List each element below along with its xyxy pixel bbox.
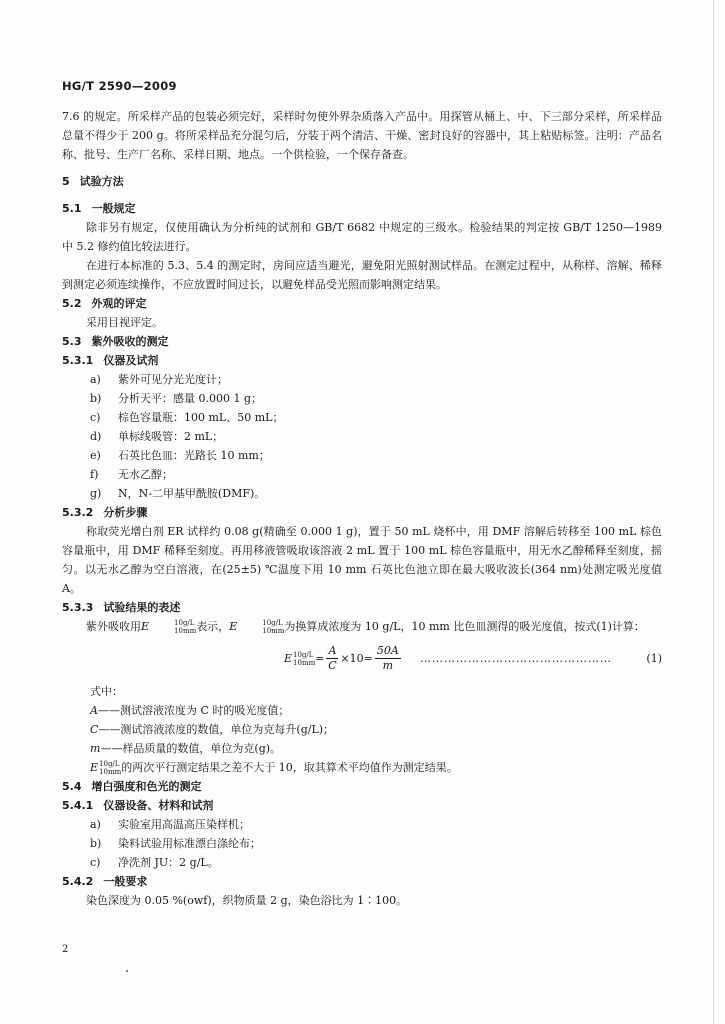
text-run: 的两次平行测定结果之差不大于 10，取其算术平均值作为测定结果。: [121, 761, 458, 774]
standard-number: HG/T 2590—2009: [62, 79, 177, 93]
section-title: 一般要求: [103, 875, 148, 888]
section-5-3-3-heading: [62, 598, 662, 617]
list-marker: a): [90, 373, 101, 386]
list-text: 实验室用高温高压染样机；: [118, 818, 250, 831]
paragraph: [62, 617, 662, 636]
list-marker: d): [90, 430, 102, 443]
subscript: 10mm: [293, 658, 316, 667]
section-title: 外观的评定: [91, 297, 147, 310]
fraction-50a-over-m: [375, 644, 401, 673]
intro-paragraph: 7.6 的规定。所采样产品的包装必须完好，采样时勿使外界杂质落入产品中。用探管从桶上、中、下三部分采样，所采样品总量不得少于 200 g。将所采样品充分混匀后，分装于两个清洁、干燥、密封良好的容器中，其上粘贴标签。注明：产品名称、批号、生产厂名称、采样日期、地点。一个供检验，一个保存备查。: [62, 110, 662, 161]
symbol-scripts: [99, 760, 121, 776]
section-title: 仪器设备、材料和试剂: [103, 799, 214, 812]
symbol-text: ——样品质量的数值，单位为克(g)。: [100, 742, 282, 755]
symbol-scripts: [150, 619, 196, 635]
subscript: 10mm: [99, 768, 122, 776]
list-item: [62, 484, 662, 503]
list-marker: e): [90, 449, 101, 462]
section-title: 试验方法: [79, 175, 124, 188]
section-number: 5.1: [62, 202, 82, 215]
symbol: A: [90, 704, 98, 717]
superscript: 10g/L: [293, 650, 314, 659]
numerator: 50A: [376, 644, 399, 657]
symbol-scripts: [293, 651, 315, 667]
list-text: 紫外可见分光光度计；: [118, 373, 228, 386]
equation-number: (1): [646, 652, 662, 665]
list-marker: b): [90, 837, 102, 850]
superscript: 10g/L: [174, 619, 195, 627]
symbol-definition: [62, 701, 662, 720]
symbol: m: [90, 742, 101, 755]
page-number: 2: [62, 944, 69, 955]
list-item: [62, 853, 662, 872]
list-item: [62, 370, 662, 389]
list-item: [62, 465, 662, 484]
list-marker: c): [90, 411, 101, 424]
list-text: 石英比色皿：光路长 10 mm；: [118, 449, 270, 462]
section-number: 5: [62, 175, 70, 188]
section-5-heading: [62, 172, 662, 191]
subscript: 10mm: [174, 627, 197, 635]
list-text: N，N-二甲基甲酰胺(DMF)。: [118, 487, 266, 500]
denominator: C: [328, 659, 337, 672]
text-run: 表示，: [196, 620, 230, 633]
numerator: A: [328, 644, 337, 657]
symbol-E: E: [284, 652, 293, 665]
list-marker: b): [90, 392, 102, 405]
leader-dots: …………………………………………: [420, 652, 612, 665]
instrument-list: [62, 370, 662, 503]
list-item: [62, 446, 662, 465]
paragraph: [62, 758, 662, 777]
text-run: 紫外吸收用: [86, 620, 141, 633]
section-5-4-2-heading: [62, 872, 662, 891]
list-marker: c): [90, 856, 101, 869]
superscript: 10g/L: [99, 760, 120, 768]
list-text: 无水乙醇；: [118, 468, 173, 481]
section-title: 分析步骤: [103, 506, 148, 519]
section-title: 试验结果的表述: [103, 601, 181, 614]
section-5-3-2-heading: [62, 503, 662, 522]
section-title: 紫外吸收的测定: [91, 335, 169, 348]
formula-expression: [284, 644, 403, 673]
list-item: [62, 834, 662, 853]
section-number: 5.4.1: [62, 799, 94, 812]
section-5-3-heading: [62, 332, 662, 351]
section-5-2-heading: [62, 294, 662, 313]
superscript: 10g/L: [262, 619, 283, 627]
scan-edge-line: [713, 0, 714, 1024]
symbol-E: E: [229, 620, 238, 633]
list-text: 染料试验用标准漂白涤纶布；: [118, 837, 261, 850]
list-marker: a): [90, 818, 101, 831]
subscript: 10mm: [262, 627, 285, 635]
list-item: [62, 427, 662, 446]
paragraph: 采用目视评定。: [86, 316, 163, 329]
symbol-E: E: [90, 761, 99, 774]
symbol-text: ——测试溶液浓度为 C 时的吸光度值；: [97, 704, 290, 717]
section-number: 5.3: [62, 335, 82, 348]
list-item: [62, 408, 662, 427]
fraction-a-over-c: [326, 644, 338, 673]
paragraph: 染色深度为 0.05 %(owf)，织物质量 2 g，染色浴比为 1∶100。: [86, 894, 408, 907]
list-text: 棕色容量瓶：100 mL、50 mL；: [118, 411, 284, 424]
equals-sign: =: [315, 652, 325, 665]
section-number: 5.3.1: [62, 354, 94, 367]
text-run: 为换算成浓度为 10 g/L，10 mm 比色皿测得的吸光度值，按式(1)计算：: [284, 620, 645, 633]
document-body: [62, 107, 662, 910]
symbol-scripts: [238, 619, 284, 635]
section-number: 5.4: [62, 780, 82, 793]
list-marker: g): [90, 487, 102, 500]
section-number: 5.4.2: [62, 875, 94, 888]
list-marker: f): [90, 468, 99, 481]
list-text: 单标线吸管：2 mL；: [118, 430, 224, 443]
symbol-definition: [62, 720, 662, 739]
where-label: 式中：: [90, 685, 123, 698]
section-number: 5.2: [62, 297, 82, 310]
times-ten: ×10=: [340, 652, 373, 665]
section-5-4-1-heading: [62, 796, 662, 815]
denominator: m: [382, 659, 394, 672]
symbol-E: E: [141, 620, 150, 633]
scan-speck: [126, 970, 128, 972]
section-title: 仪器及试剂: [103, 354, 159, 367]
section-number: 5.3.2: [62, 506, 94, 519]
list-text: 分析天平：感量 0.000 1 g；: [118, 392, 263, 405]
paragraph: 除非另有规定，仅使用确认为分析纯的试剂和 GB/T 6682 中规定的三级水。检验结果的判定按 GB/T 1250—1989 中 5.2 修约值比较法进行。: [62, 221, 662, 253]
list-item: [62, 389, 662, 408]
section-title: 增白强度和色光的测定: [91, 780, 202, 793]
symbol-definition: [62, 739, 662, 758]
section-title: 一般规定: [91, 202, 136, 215]
equipment-list: [62, 815, 662, 872]
formula-1: [62, 638, 662, 680]
section-5-4-heading: [62, 777, 662, 796]
list-item: [62, 815, 662, 834]
section-5-3-1-heading: [62, 351, 662, 370]
section-number: 5.3.3: [62, 601, 94, 614]
list-text: 净洗剂 JU：2 g/L。: [118, 856, 219, 869]
paragraph: 称取荧光增白剂 ER 试样约 0.08 g(精确至 0.000 1 g)，置于 50 mL 烧杯中，用 DMF 溶解后转移至 100 mL 棕色容量瓶中，用 DMF 稀释至刻度。再用移液管吸取该溶液 2 mL 置于 100 mL 棕色容量瓶中，用无水乙醇稀释至刻度，摇匀。以无水乙醇为空白溶液，在(25±5) ℃温度下用 10 mm 石英比色池立即在最大吸收波长(364 nm)处测定吸光度值 A。: [62, 525, 662, 595]
paragraph: 在进行本标准的 5.3、5.4 的测定时，房间应适当避光，避免阳光照射测试样品。在测定过程中，从称样、溶解、稀释到测定必须连续操作，不应放置时间过长，以避免样品受光照而影响测定结果。: [62, 259, 662, 291]
symbol: C: [90, 723, 99, 736]
symbol-text: ——测试溶液浓度的数值，单位为克每升(g/L)；: [98, 723, 335, 736]
section-5-1-heading: [62, 199, 662, 218]
